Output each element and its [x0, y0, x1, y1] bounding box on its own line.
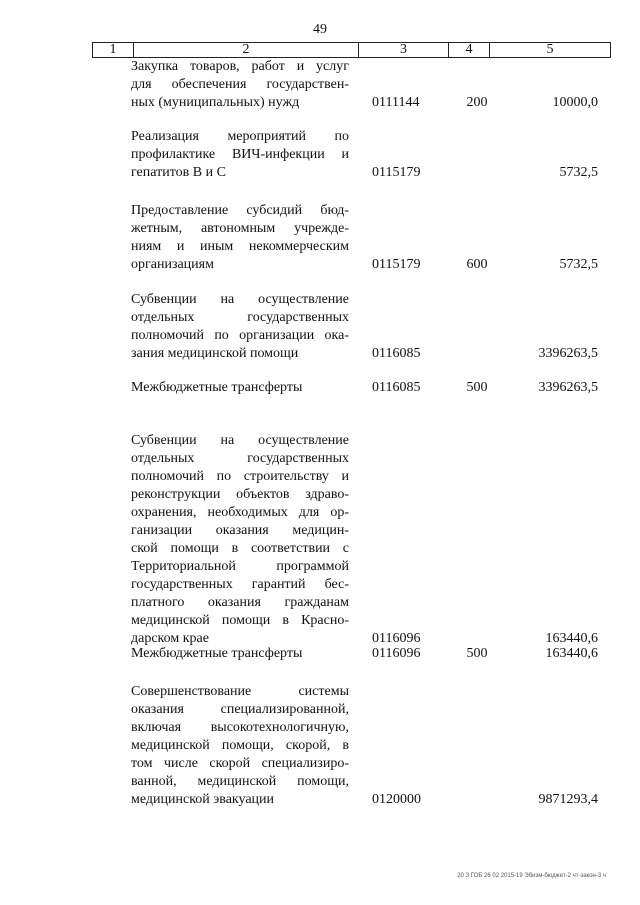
description-line: Субвенции на осуществление: [131, 292, 349, 307]
row-code: 0111144: [372, 95, 420, 110]
row-code: 0115179: [372, 257, 421, 272]
row-code: 0116085: [372, 346, 421, 361]
row-description: [131, 683, 349, 809]
description-line: жетным, автономным учрежде-: [131, 221, 349, 236]
description-line: медицинской помощи, скорой, в: [131, 738, 349, 753]
description-line: охранения, необходимых для ор-: [131, 505, 349, 520]
column-header-row: [93, 43, 611, 58]
description-line: ванной, медицинской помощи,: [131, 774, 349, 789]
description-line: организациям: [131, 257, 214, 272]
page-number: 49: [313, 22, 327, 37]
description-line: медицинской эвакуации: [131, 792, 275, 807]
row-code: 0120000: [372, 792, 421, 807]
row-amount: 5732,5: [559, 257, 598, 272]
description-line: полномочий по организации ока-: [131, 328, 349, 343]
row-amount: 163440,6: [545, 631, 598, 646]
footer-stamp: 20 З ГОБ 26 02 2015-19 Эбизм-бюджет-2 чт-закон-3 ч: [457, 873, 606, 879]
column-header-3: 3: [359, 43, 449, 58]
row-code: 0115179: [372, 165, 421, 180]
description-line: оказания специализированной,: [131, 702, 349, 717]
description-line: платного оказания гражданам: [131, 595, 349, 610]
description-line: реконструкции объектов здраво-: [131, 487, 349, 502]
row-amount: 3396263,5: [538, 380, 598, 395]
description-line: зания медицинской помощи: [131, 346, 299, 361]
description-line: Субвенции на осуществление: [131, 433, 349, 448]
row-code: 0116085: [372, 380, 421, 395]
description-line: включая высокотехнологичную,: [131, 720, 349, 735]
row-amount: 163440,6: [545, 646, 598, 661]
description-line: Межбюджетные трансферты: [131, 380, 303, 395]
description-line: ниям и иным некоммерческим: [131, 239, 349, 254]
column-header-1: 1: [93, 43, 134, 58]
description-line: отдельных государственных: [131, 451, 349, 466]
description-line: профилактике ВИЧ-инфекции и: [131, 147, 349, 162]
row-description: [131, 202, 349, 274]
column-header-5: 5: [490, 43, 611, 58]
description-line: Реализация мероприятий по: [131, 129, 349, 144]
description-line: ганизации оказания медицин-: [131, 523, 349, 538]
description-line: медицинской помощи в Красно-: [131, 613, 349, 628]
row-description: [131, 58, 349, 112]
description-line: ных (муниципальных) нужд: [131, 95, 300, 110]
row-amount: 10000,0: [552, 95, 598, 110]
description-line: отдельных государственных: [131, 310, 349, 325]
description-line: Совершенствование системы: [131, 684, 349, 699]
column-header-table: [92, 42, 611, 58]
description-line: Территориальной программой: [131, 559, 349, 574]
row-description: [131, 291, 349, 363]
description-line: полномочий по строительству и: [131, 469, 349, 484]
description-line: государственных гарантий бес-: [131, 577, 349, 592]
row-amount: 9871293,4: [538, 792, 598, 807]
row-description: [131, 432, 349, 648]
row-expense-type: 200: [466, 95, 488, 110]
description-line: для обеспечения государствен-: [131, 77, 349, 92]
row-description: [131, 128, 349, 182]
row-expense-type: 500: [466, 380, 488, 395]
description-line: Предоставление субсидий бюд-: [131, 203, 349, 218]
column-header-4: 4: [449, 43, 490, 58]
row-expense-type: 500: [466, 646, 488, 661]
row-expense-type: 600: [466, 257, 488, 272]
row-description: [131, 645, 349, 663]
row-amount: 5732,5: [559, 165, 598, 180]
row-description: [131, 379, 349, 397]
row-amount: 3396263,5: [538, 346, 598, 361]
description-line: Закупка товаров, работ и услуг: [131, 59, 349, 74]
row-code: 0116096: [372, 631, 421, 646]
description-line: ской помощи в соответствии с: [131, 541, 349, 556]
column-header-2: 2: [134, 43, 359, 58]
description-line: Межбюджетные трансферты: [131, 646, 303, 661]
description-line: дарском крае: [131, 631, 209, 646]
row-code: 0116096: [372, 646, 421, 661]
description-line: том числе скорой специализиро-: [131, 756, 349, 771]
description-line: гепатитов В и С: [131, 165, 226, 180]
